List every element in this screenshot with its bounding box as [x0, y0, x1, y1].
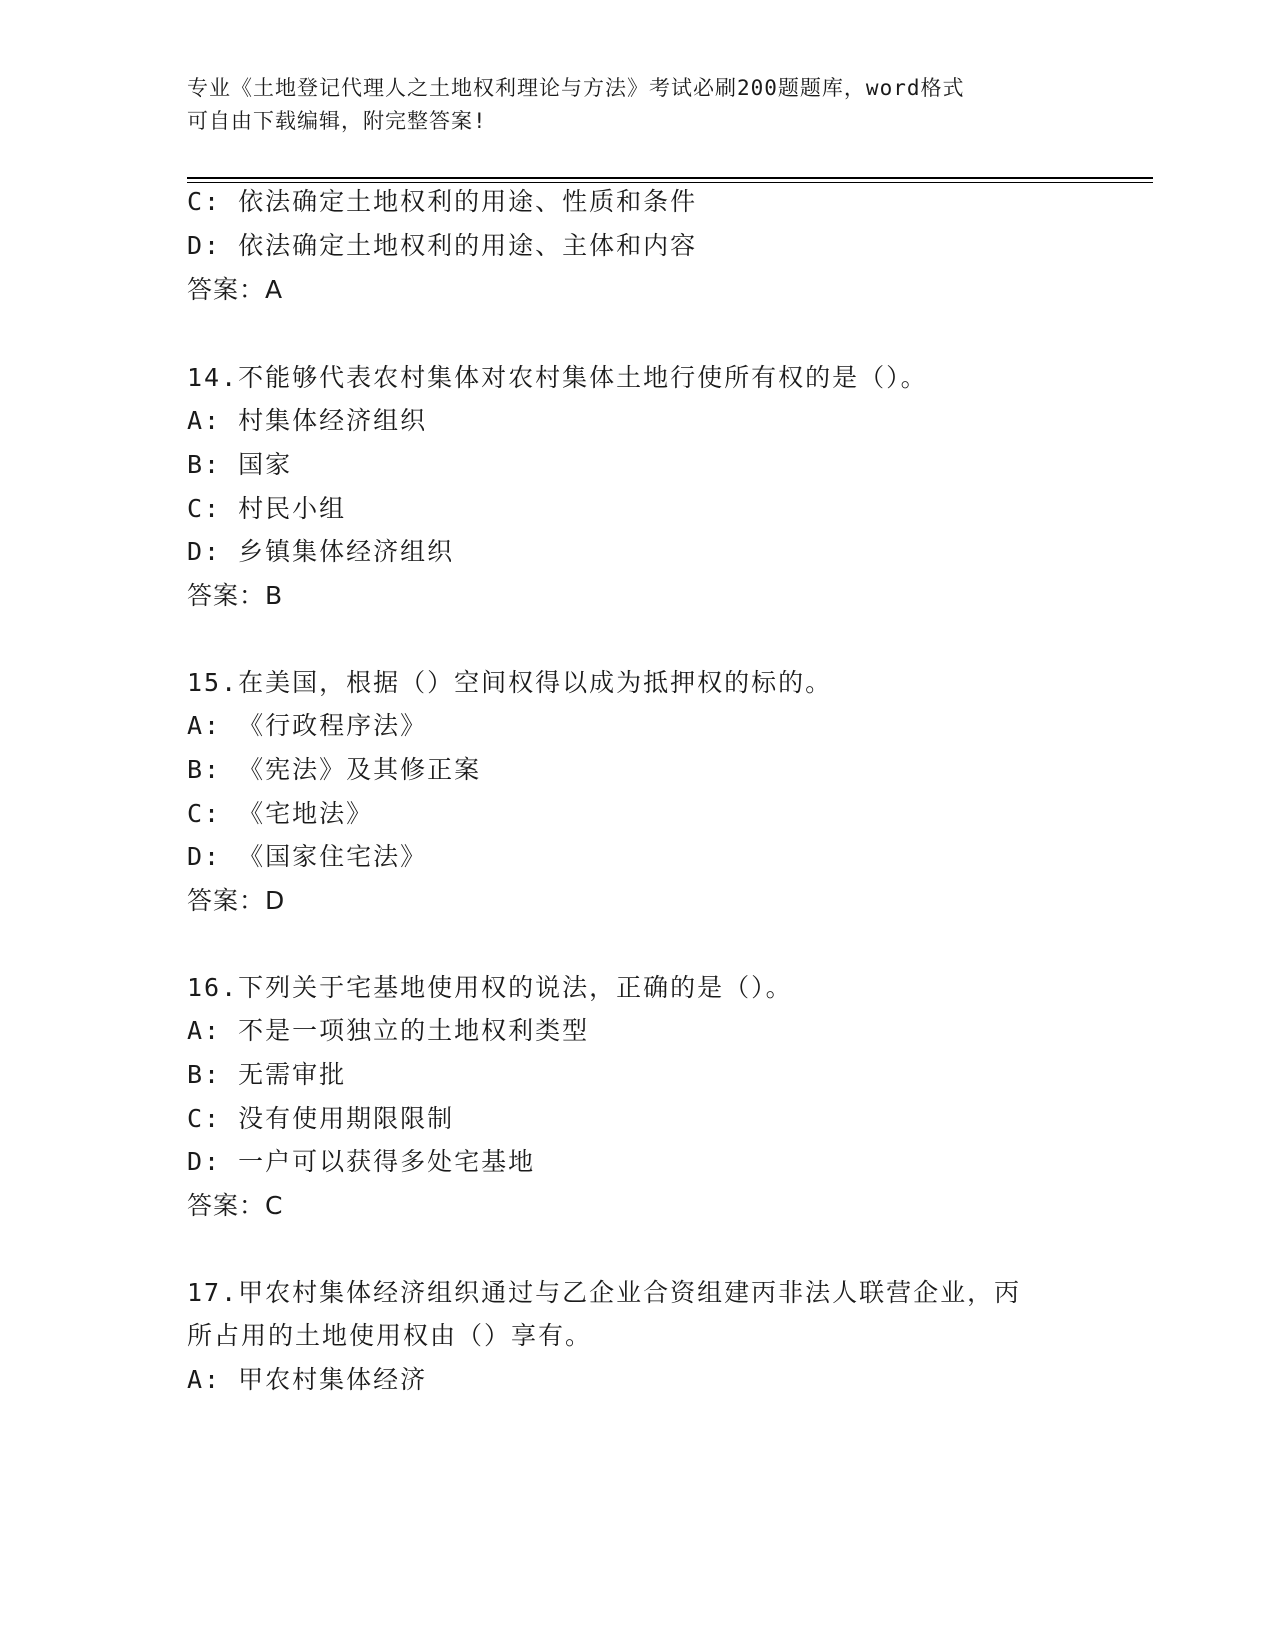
q15-question: 15.在美国，根据（）空间权得以成为抵押权的标的。 — [187, 668, 833, 697]
q16-option-d: D: 一户可以获得多处宅基地 — [187, 1147, 536, 1176]
q15-option-d: D: 《国家住宅法》 — [187, 842, 428, 871]
q16-option-a: A: 不是一项独立的土地权利类型 — [187, 1016, 590, 1045]
q13-answer: 答案：A — [187, 275, 284, 304]
q16-answer: 答案：C — [187, 1191, 284, 1220]
q14-option-c: C: 村民小组 — [187, 494, 347, 523]
q14-answer: 答案：B — [187, 581, 284, 610]
q16-question: 16.下列关于宅基地使用权的说法，正确的是（）。 — [187, 973, 793, 1002]
q14-option-b: B: 国家 — [187, 450, 293, 479]
q15-option-c: C: 《宅地法》 — [187, 799, 374, 828]
q16-option-c: C: 没有使用期限限制 — [187, 1104, 455, 1133]
q16-option-b: B: 无需审批 — [187, 1060, 347, 1089]
document-header — [187, 72, 1087, 138]
header-divider-thick — [187, 177, 1153, 179]
q17-option-a: A: 甲农村集体经济 — [187, 1365, 428, 1394]
q14-question: 14.不能够代表农村集体对农村集体土地行使所有权的是（）。 — [187, 363, 928, 392]
q17-question-line-2: 所占用的土地使用权由（）享有。 — [187, 1321, 593, 1350]
q13-option-c: C: 依法确定土地权利的用途、性质和条件 — [187, 187, 698, 216]
q13-option-d: D: 依法确定土地权利的用途、主体和内容 — [187, 231, 698, 260]
q15-option-a: A: 《行政程序法》 — [187, 711, 428, 740]
q14-option-a: A: 村集体经济组织 — [187, 406, 428, 435]
q17-question-line-1: 17.甲农村集体经济组织通过与乙企业合资组建丙非法人联营企业，丙 — [187, 1278, 1022, 1307]
q15-answer: 答案：D — [187, 886, 286, 915]
header-line-1: 专业《土地登记代理人之土地权利理论与方法》考试必刷200题题库，word格式 — [187, 76, 965, 100]
header-line-2: 可自由下载编辑，附完整答案! — [187, 109, 487, 133]
q15-option-b: B: 《宪法》及其修正案 — [187, 755, 482, 784]
header-divider-thin — [187, 182, 1153, 183]
q14-option-d: D: 乡镇集体经济组织 — [187, 537, 455, 566]
